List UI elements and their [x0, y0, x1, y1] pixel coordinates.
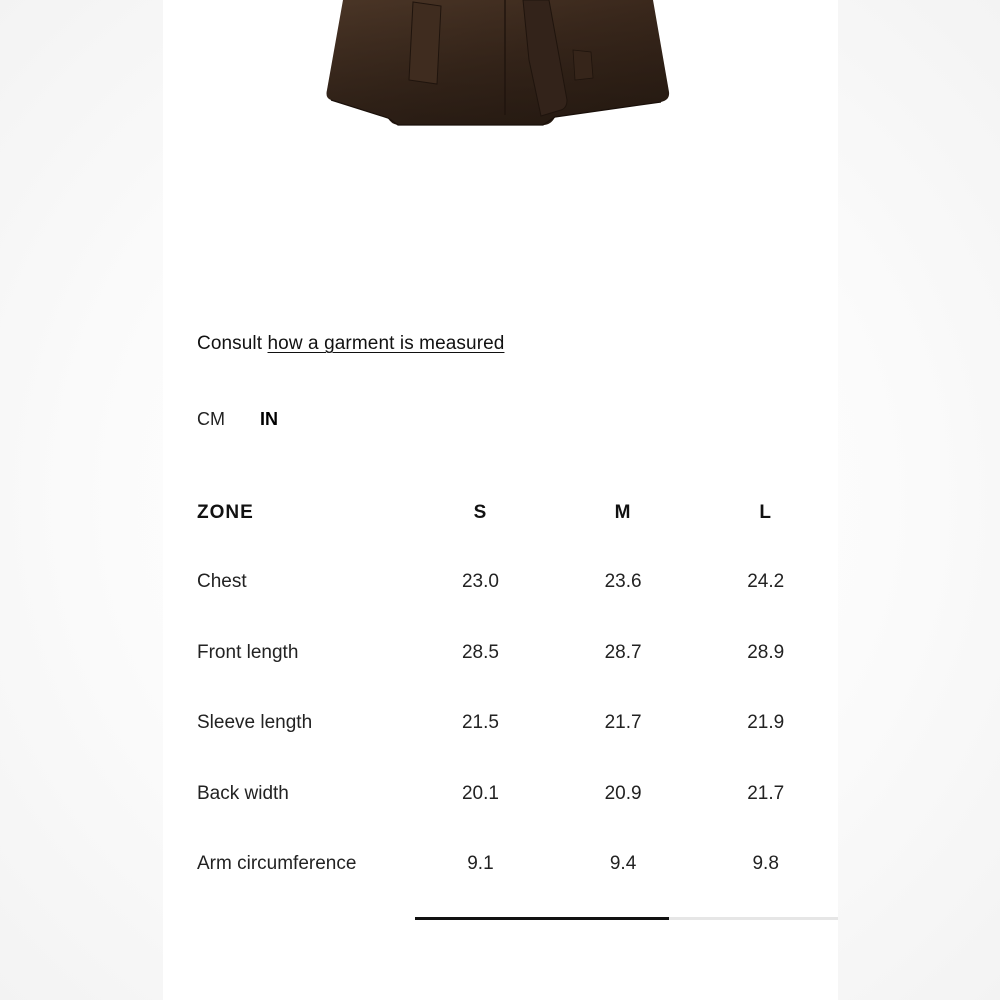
zone-label: Back width: [197, 782, 289, 804]
scrollbar-thumb[interactable]: [415, 917, 669, 920]
measurement-value: 28.5: [461, 641, 499, 663]
table-row: [197, 618, 837, 689]
measurement-value: 20.1: [461, 782, 499, 804]
column-header-size-l: L: [759, 502, 772, 523]
unit-option-in[interactable]: IN: [260, 409, 279, 429]
horizontal-scrollbar[interactable]: [415, 917, 838, 920]
size-guide-panel: [163, 0, 838, 1000]
measurement-value: 24.2: [747, 571, 785, 593]
unit-option-cm[interactable]: CM: [197, 409, 225, 429]
measurement-value: 21.9: [747, 712, 785, 734]
measurement-value: 21.7: [747, 782, 785, 804]
measurement-value: 23.6: [604, 571, 642, 593]
size-chart-header-row: [197, 492, 837, 547]
column-header-zone: ZONE: [197, 502, 254, 523]
size-chart-table: [197, 492, 837, 900]
measurement-value: 9.4: [609, 853, 637, 875]
measurement-help-prefix: Consult: [197, 333, 263, 354]
measurement-help-text: [197, 333, 504, 355]
zone-label: Front length: [197, 641, 299, 663]
table-row: [197, 688, 837, 759]
measurement-value: 23.0: [461, 571, 499, 593]
measurement-value: 28.7: [604, 641, 642, 663]
unit-toggle: [197, 409, 278, 430]
measurement-value: 9.1: [467, 853, 494, 875]
measurement-value: 21.5: [461, 712, 499, 734]
measurement-value: 9.8: [752, 853, 779, 875]
measurement-value: 20.9: [604, 782, 642, 804]
zone-label: Chest: [197, 571, 247, 593]
table-row: [197, 759, 837, 830]
measurement-value: 28.9: [747, 641, 785, 663]
product-image-jacket: [323, 0, 673, 130]
zone-label: Sleeve length: [197, 712, 313, 734]
column-header-size-s: S: [473, 502, 488, 523]
column-header-size-m: M: [614, 502, 632, 523]
zone-label: Arm circumference: [197, 853, 357, 875]
how-garment-measured-link[interactable]: how a garment is measured: [267, 333, 505, 354]
measurement-value: 21.7: [604, 712, 642, 734]
table-row: [197, 547, 837, 618]
table-row: [197, 829, 837, 900]
